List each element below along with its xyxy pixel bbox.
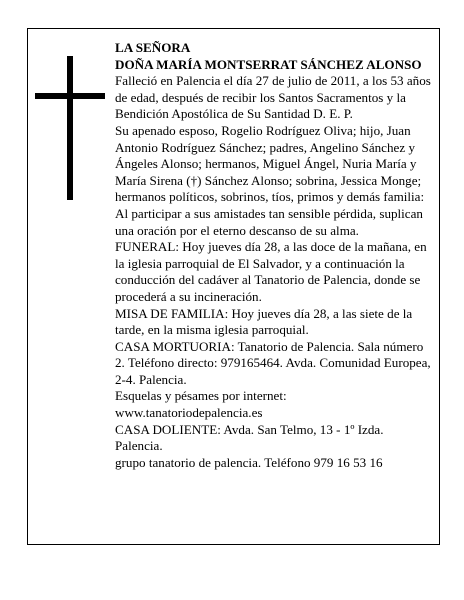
obituary-text <box>115 40 433 471</box>
death-announcement: Falleció en Palencia el día 27 de julio de 2011, a los 53 años de edad, después de recibir los Santos Sacramentos y la Bendición Apostólica de Su Santidad D. E. P. <box>115 73 431 122</box>
family-list: Su apenado esposo, Rogelio Rodríguez Oliva; hijo, Juan Antonio Rodríguez Sánchez; padres, Angelino Sánchez y Ángeles Alonso; hermanos, Miguel Ángel, Nuria María y María Sirena (†) Sánchez Alonso; sobrina, Jessica Monge; hermanos políticos, sobrinos, tíos, primos y demás familia: <box>115 122 425 205</box>
funeral-info: FUNERAL: Hoy jueves día 28, a las doce de la mañana, en la iglesia parroquial de El Salvador, y a continuación la conducción del cadáver al Tanatorio de Palencia, donde se procederá a su incineración. <box>115 239 427 304</box>
family-mass-info: MISA DE FAMILIA: Hoy jueves día 28, a las siete de la tarde, en la misma iglesia parroquial. <box>115 305 413 338</box>
cross-horizontal-bar <box>35 93 105 99</box>
prayer-request: Al participar a sus amistades tan sensible pérdida, suplican una oración por el eterno descanso de su alma. <box>115 205 423 238</box>
cross-icon <box>35 56 105 200</box>
mortuary-info: CASA MORTUORIA: Tanatorio de Palencia. Sala número 2. Teléfono directo: 979165464. Avda. Comunidad Europea, 2-4. Palencia. <box>115 338 431 387</box>
condolences-info: Esquelas y pésames por internet: www.tanatoriodepalencia.es <box>115 388 287 421</box>
funeral-home-contact: grupo tanatorio de palencia. Teléfono 979 16 53 16 <box>115 454 383 470</box>
mourning-house-info: CASA DOLIENTE: Avda. San Telmo, 13 - 1º Izda. Palencia. <box>115 421 384 454</box>
cross-vertical-bar <box>67 56 73 200</box>
deceased-name: DOÑA MARÍA MONTSERRAT SÁNCHEZ ALONSO <box>115 56 422 72</box>
title-line-1: LA SEÑORA <box>115 40 191 55</box>
